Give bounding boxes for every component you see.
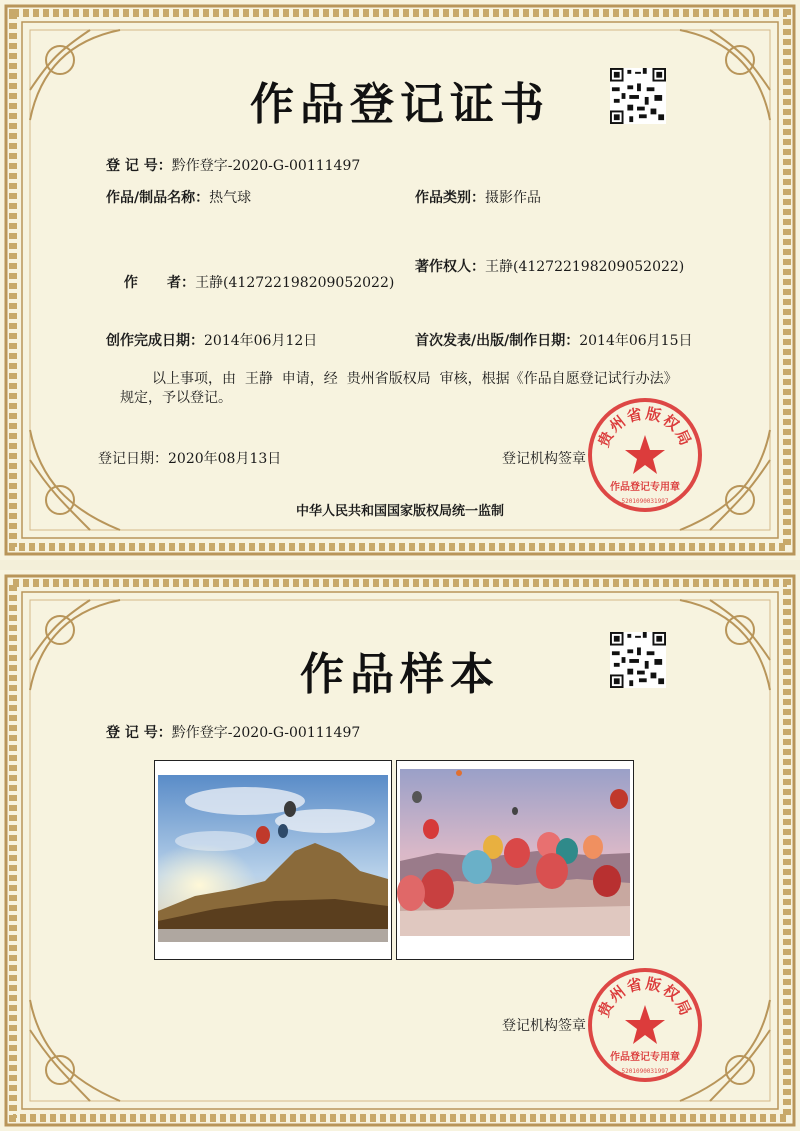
- publication-date: 首次发表/出版/制作日期：2014年06月15日: [415, 333, 693, 349]
- author: 作 者：王静(412722198209052022): [123, 275, 395, 291]
- registration-certificate: [0, 0, 800, 560]
- sample-photo-1: [154, 760, 392, 960]
- registration-number: 登 记 号：黔作登字-2020-G-00111497: [106, 158, 361, 174]
- registration-date: 登记日期：2020年08月13日: [98, 451, 282, 467]
- issuer-footer: 中华人民共和国国家版权局统一监制: [295, 504, 504, 519]
- registration-statement: 以上事项，由 王静 申请，经 贵州省版权局 审核，根据《作品自愿登记试行办法》 规定，予以登记。: [120, 371, 678, 406]
- sample-photo-2: [396, 760, 634, 960]
- seal-serial: 5201090031997: [621, 498, 669, 505]
- seal-bottom-text: 作品登记专用章: [610, 1052, 680, 1063]
- certificate-title: 作品登记证书: [250, 79, 550, 130]
- hot-air-balloon-photo-1: [155, 761, 391, 959]
- hot-air-balloon-photo-2: [397, 761, 633, 959]
- copyright-owner: 著作权人：王静(412722198209052022): [415, 259, 685, 275]
- seal-serial: 5201090031997: [621, 1068, 669, 1075]
- seal-top-text: 贵州省版权局: [594, 404, 696, 450]
- qr-code-icon: [610, 68, 666, 124]
- work-sample-sheet: [0, 570, 800, 1131]
- official-seal-icon: [585, 395, 705, 515]
- registration-number: 登 记 号：黔作登字-2020-G-00111497: [106, 725, 361, 741]
- qr-code-icon: [610, 632, 666, 688]
- work-category: 作品类别：摄影作品: [415, 190, 541, 206]
- seal-label: 登记机构签章: [502, 1018, 586, 1034]
- creation-date: 创作完成日期：2014年06月12日: [106, 333, 318, 349]
- seal-label: 登记机构签章: [502, 451, 586, 467]
- official-seal-icon: [585, 965, 705, 1085]
- seal-top-text: 贵州省版权局: [594, 974, 696, 1020]
- seal-bottom-text: 作品登记专用章: [610, 482, 680, 493]
- sample-title: 作品样本: [300, 649, 500, 700]
- work-name: 作品/制品名称：热气球: [106, 190, 252, 206]
